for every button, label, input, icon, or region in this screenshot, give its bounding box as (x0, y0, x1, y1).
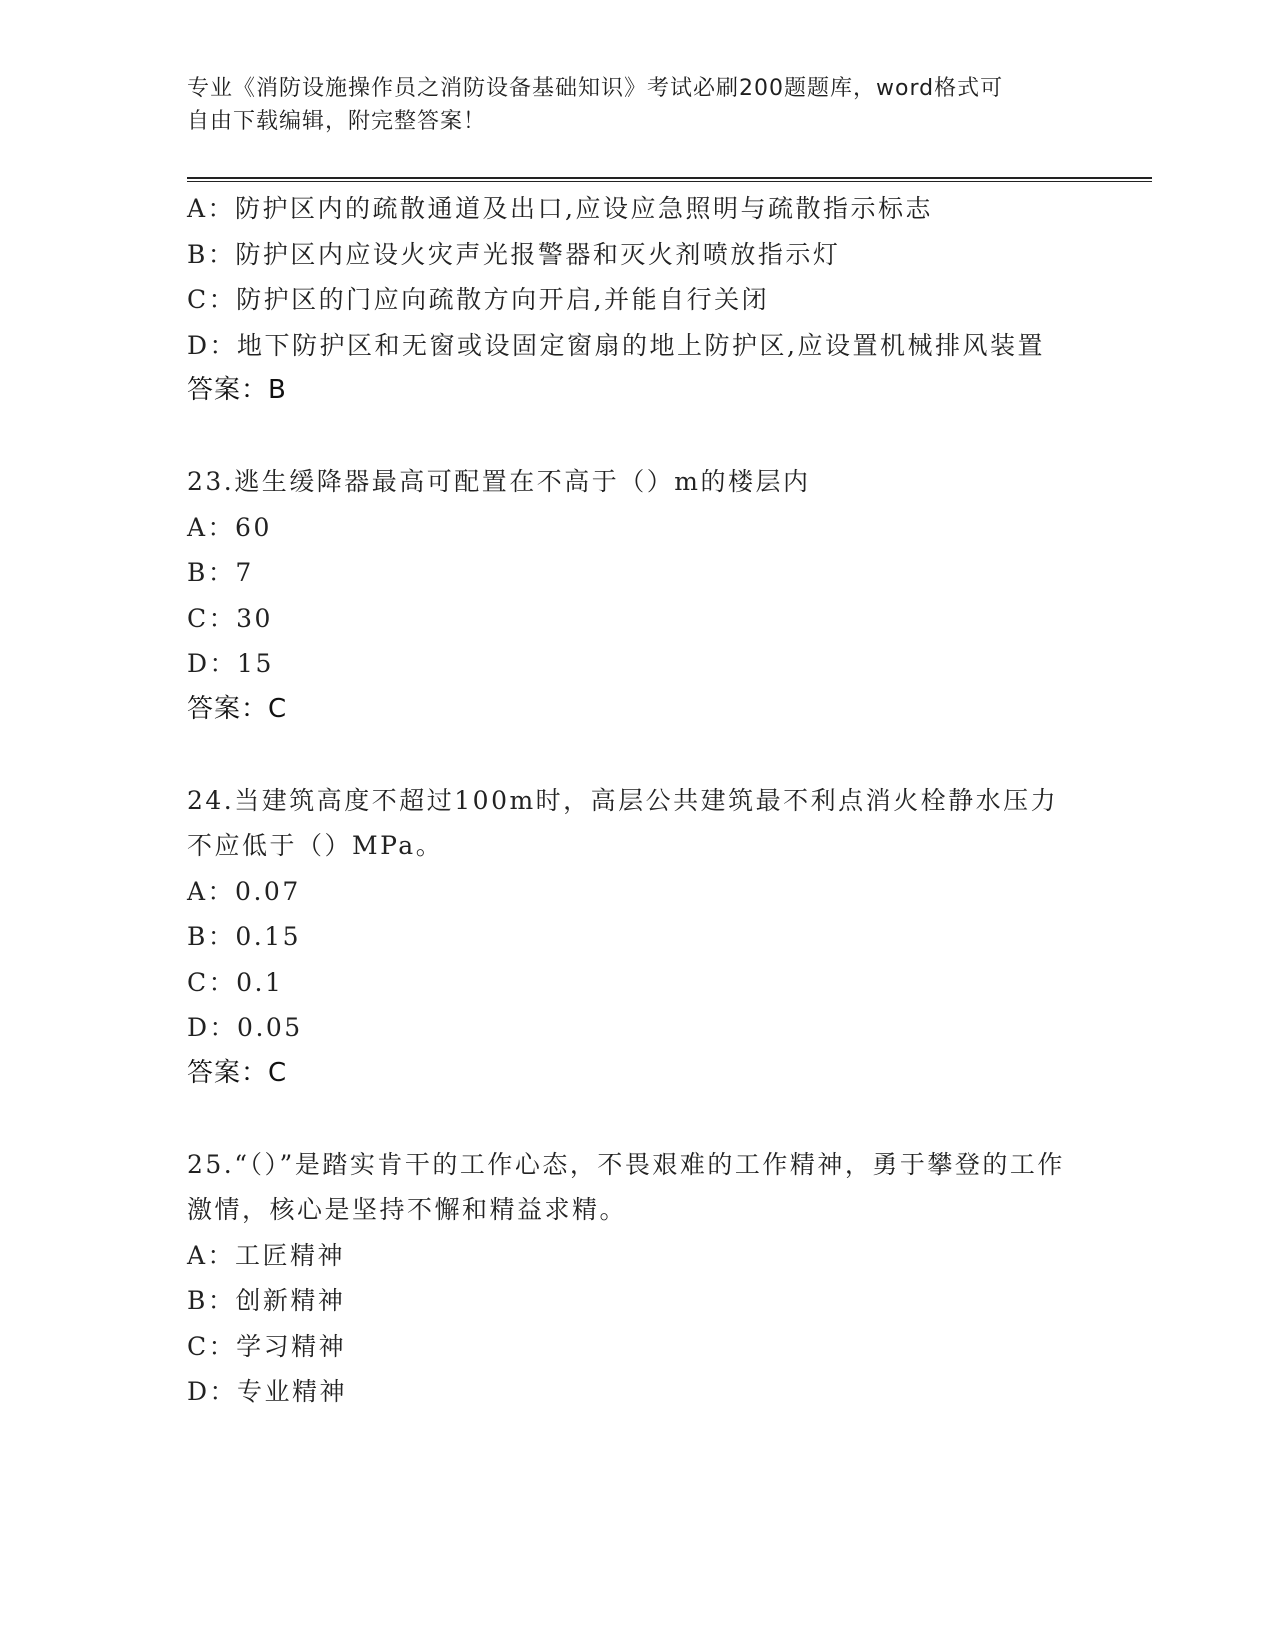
option-a: A：工匠精神 (187, 1240, 346, 1270)
spacer (187, 1096, 1067, 1142)
question-stem: 24.当建筑高度不超过100m时，高层公共建筑最不利点消火栓静水压力不应低于（）MPa。 (187, 785, 1059, 860)
option-d: D：地下防护区和无窗或设固定窗扇的地上防护区,应设置机械排风装置 (187, 330, 1045, 360)
option-b: B：防护区内应设火灾声光报警器和灭火剂喷放指示灯 (187, 239, 841, 269)
header-title-line-2: 自由下载编辑，附完整答案！ (187, 109, 487, 134)
option-a: A：防护区内的疏散通道及出口,应设应急照明与疏散指示标志 (187, 194, 934, 223)
header-title-line-1: 专业《消防设施操作员之消防设备基础知识》考试必刷200题题库，word格式可 (187, 76, 1004, 101)
option-b: B：7 (187, 558, 254, 587)
answer-line: 答案：C (187, 693, 288, 724)
document-body (187, 186, 1067, 1415)
question-stem: 23.逃生缓降器最高可配置在不高于（）m的楼层内 (187, 467, 811, 496)
option-a: A：0.07 (187, 876, 301, 906)
option-b: B：0.15 (187, 922, 302, 951)
question-23 (187, 459, 1067, 732)
spacer (187, 732, 1067, 778)
answer-line: 答案：C (187, 1057, 288, 1088)
option-c: C：30 (187, 603, 273, 633)
option-b: B：创新精神 (187, 1286, 346, 1315)
option-d: D：15 (187, 649, 274, 678)
option-d: D：专业精神 (187, 1377, 348, 1406)
option-c: C：0.1 (187, 967, 284, 997)
option-d: D：0.05 (187, 1013, 303, 1042)
header-divider (187, 177, 1152, 182)
answer-line: 答案：B (187, 375, 287, 405)
document-header (187, 72, 1067, 138)
question-22 (187, 186, 1067, 414)
option-c: C：学习精神 (187, 1331, 347, 1361)
option-a: A：60 (187, 512, 272, 542)
question-25 (187, 1142, 1067, 1415)
question-stem: 25.“（）”是踏实肯干的工作心态，不畏艰难的工作精神，勇于攀登的工作激情，核心是坚持不懈和精益求精。 (187, 1149, 1065, 1224)
spacer (187, 414, 1067, 460)
option-c: C：防护区的门应向疏散方向开启,并能自行关闭 (187, 285, 770, 314)
question-24 (187, 778, 1067, 1097)
